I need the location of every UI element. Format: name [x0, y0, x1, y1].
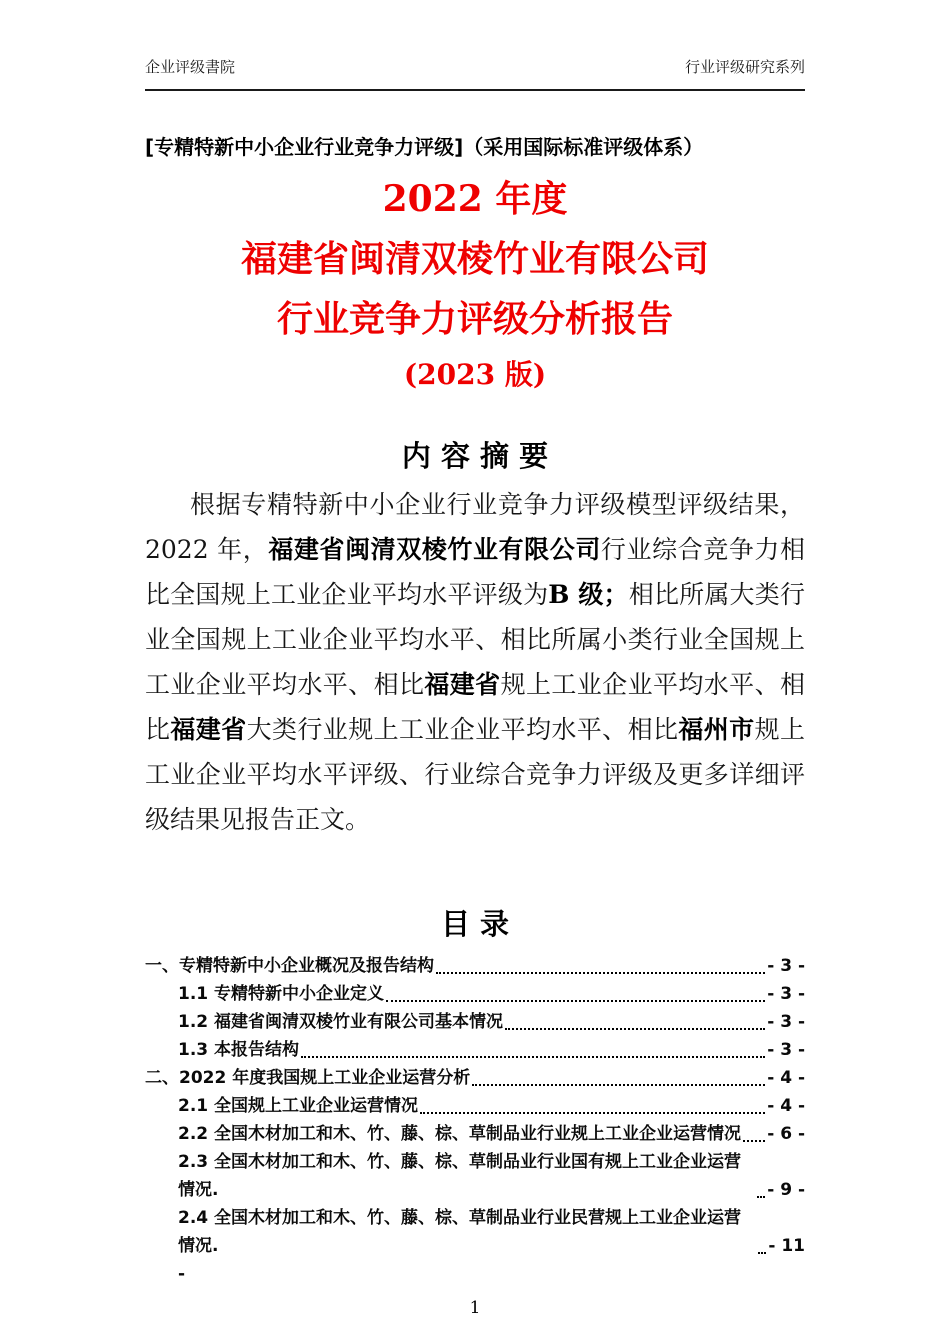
toc-entry-label: 2.2 全国木材加工和木、竹、藤、棕、草制品业行业规上工业企业运营情况 — [178, 1123, 742, 1144]
page-header — [145, 58, 805, 91]
page-number: 1 — [469, 1297, 481, 1318]
header-right-text: 行业评级研究系列 — [684, 58, 805, 76]
toc-row — [145, 1120, 805, 1148]
toc-entry-label: 1.3 本报告结构 — [178, 1039, 300, 1060]
summary-emphasis-text: 福建省 — [424, 670, 501, 700]
toc-page-number: - 3 - — [767, 983, 805, 1004]
title-edition: (2023 版) — [403, 357, 547, 391]
toc-leader-dots — [758, 1252, 766, 1254]
summary-heading: 内 容 摘 要 — [401, 438, 549, 473]
toc-leader-dots — [757, 1196, 765, 1198]
toc-leader-dots — [420, 1112, 765, 1114]
title-block — [145, 177, 805, 391]
summary-paragraph — [145, 482, 805, 842]
summary-emphasis-text: 福建省 — [170, 715, 247, 745]
toc-entry-label: - — [178, 1263, 186, 1284]
toc-row — [145, 952, 805, 980]
toc-row — [145, 1260, 805, 1288]
summary-emphasis-text: 福建省闽清双棱竹业有限公司 — [268, 535, 601, 565]
toc-leader-dots — [505, 1028, 765, 1030]
summary-emphasis-text: B 级； — [548, 580, 629, 610]
toc-leader-dots — [472, 1084, 765, 1086]
summary-text: 规上工业企业平均水平评级、行业综合竞争力评级及更多详细评级结果见报告正文。 — [145, 715, 805, 835]
summary-text: 行业综合竞争力相比全国规上工业企业平均水平评级为 — [145, 535, 805, 610]
toc-page-number: - 11 — [768, 1235, 805, 1256]
toc-row — [145, 1204, 805, 1260]
toc-leader-dots — [301, 1056, 765, 1058]
toc-row — [145, 1092, 805, 1120]
toc-row — [145, 1036, 805, 1064]
toc-entry-label: 二、2022 年度我国规上工业企业运营分析 — [145, 1067, 471, 1088]
toc-entry-label: 1.1 专精特新中小企业定义 — [178, 983, 385, 1004]
toc-entry-label: 一、专精特新中小企业概况及报告结构 — [145, 955, 434, 976]
toc-page-number: - 4 - — [767, 1067, 805, 1088]
title-year: 2022 年度 — [382, 177, 568, 220]
page-footer — [145, 1298, 805, 1318]
toc-page-number: - 6 - — [767, 1123, 805, 1144]
rating-scheme-line: [专精特新中小企业行业竞争力评级]（采用国际标准评级体系） — [145, 134, 704, 159]
toc-leader-dots — [436, 972, 765, 974]
toc-entry-label: 2.4 全国木材加工和木、竹、藤、棕、草制品业行业民营规上工业企业运营情况. — [178, 1207, 742, 1256]
toc-entry-label: 1.2 福建省闽清双棱竹业有限公司基本情况 — [178, 1011, 504, 1032]
toc-leader-dots — [743, 1140, 765, 1142]
summary-emphasis-text: 福州市 — [678, 715, 755, 745]
toc-entry-label: 2.3 全国木材加工和木、竹、藤、棕、草制品业行业国有规上工业企业运营情况. — [178, 1151, 742, 1200]
toc-page-number: - 3 - — [767, 955, 805, 976]
title-company-name: 福建省闽清双棱竹业有限公司 — [240, 237, 709, 280]
toc-heading: 目 录 — [440, 907, 510, 942]
title-report-type: 行业竞争力评级分析报告 — [276, 297, 673, 340]
summary-text: 相比所属大类行业全国规上工业企业平均水平、相比所属小类行业全国规上工业企业平均水平、相比 — [145, 580, 805, 700]
toc-row — [145, 1008, 805, 1036]
header-left-text: 企业评级書院 — [145, 58, 236, 76]
summary-text: 大类行业规上工业企业平均水平、相比 — [246, 715, 679, 745]
toc-page-number: - 3 - — [767, 1011, 805, 1032]
toc-leader-dots — [386, 1000, 765, 1002]
table-of-contents — [145, 952, 805, 1288]
toc-row — [145, 1148, 805, 1204]
toc-row — [145, 980, 805, 1008]
toc-row — [145, 1064, 805, 1092]
summary-text: 规上工业企业平均水平、相比 — [145, 670, 805, 745]
summary-text: 根据专精特新中小企业行业竞争力评级模型评级结果，2022 年， — [145, 490, 805, 565]
toc-page-number: - 3 - — [767, 1039, 805, 1060]
toc-page-number: - 4 - — [767, 1095, 805, 1116]
toc-page-number: - 9 - — [767, 1179, 805, 1200]
toc-entry-label: 2.1 全国规上工业企业运营情况 — [178, 1095, 419, 1116]
